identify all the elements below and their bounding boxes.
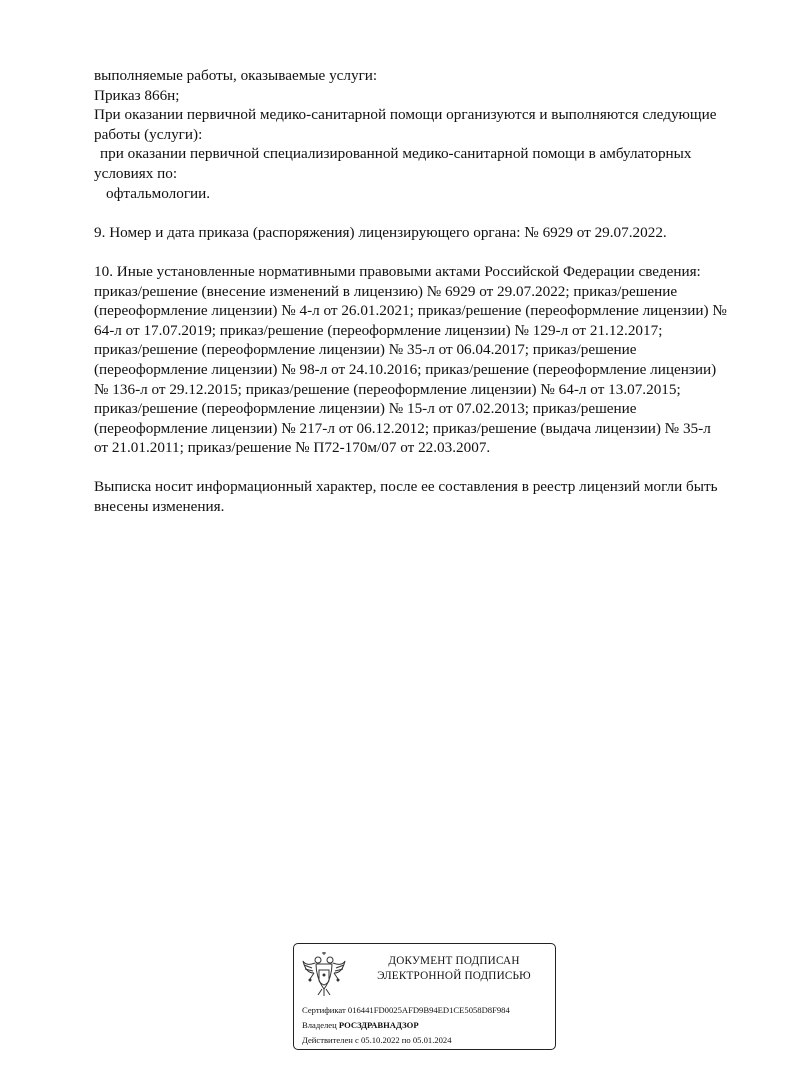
paragraph-gap <box>94 203 756 223</box>
body-line: (переоформление лицензии) № 4-л от 26.01.2021; приказ/решение (переоформление лицензии) № <box>94 302 727 320</box>
body-line: при оказании первичной специализированной медико-санитарной помощи в амбулаторных <box>100 145 692 163</box>
disclaimer-line: внесены изменения. <box>94 498 225 516</box>
stamp-title-line: ЭЛЕКТРОННОЙ ПОДПИСЬЮ <box>377 970 531 982</box>
certificate-row <box>302 1003 552 1018</box>
owner-value: РОСЗДРАВНАДЗОР <box>338 1020 419 1030</box>
section-10-heading: 10. Иные установленные нормативными правовыми актами Российской Федерации сведения: <box>94 262 701 280</box>
certificate-label: Сертификат <box>302 1005 346 1015</box>
section-9-line: 9. Номер и дата приказа (распоряжения) лицензирующего органа: № 6929 от 29.07.2022. <box>94 223 667 241</box>
electronic-signature-stamp <box>293 943 556 1050</box>
disclaimer-line: Выписка носит информационный характер, после ее составления в реестр лицензий могли быть <box>94 478 718 496</box>
body-line: приказ/решение (переоформление лицензии) № 35-л от 06.04.2017; приказ/решение <box>94 341 637 359</box>
paragraph-gap <box>94 458 756 478</box>
body-line: работы (услуги): <box>94 125 203 143</box>
document-body <box>94 66 756 517</box>
certificate-value: 016441FD0025AFD9B94ED1CE5058D8F984 <box>347 1005 510 1015</box>
body-line: (переоформление лицензии) № 217-л от 06.12.2012; приказ/решение (выдача лицензии) № 35-л <box>94 419 711 437</box>
coat-of-arms-icon <box>302 951 346 999</box>
stamp-details <box>302 1003 552 1048</box>
body-line: от 21.01.2011; приказ/решение № П72-170м/07 от 22.03.2007. <box>94 439 491 457</box>
body-line: приказ/решение (переоформление лицензии) № 15-л от 07.02.2013; приказ/решение <box>94 400 637 418</box>
stamp-title <box>364 954 544 984</box>
stamp-title-line: ДОКУМЕНТ ПОДПИСАН <box>388 955 520 967</box>
owner-label: Владелец <box>302 1020 337 1030</box>
body-line: При оказании первичной медико-санитарной помощи организуются и выполняются следующие <box>94 106 717 124</box>
body-line: 64-л от 17.07.2019; приказ/решение (переоформление лицензии) № 129-л от 21.12.2017; <box>94 321 663 339</box>
body-line: № 136-л от 29.12.2015; приказ/решение (переоформление лицензии) № 64-л от 13.07.2015; <box>94 380 681 398</box>
validity-row: Действителен с 05.10.2022 по 05.01.2024 <box>302 1035 452 1045</box>
body-line: Приказ 866н; <box>94 86 180 104</box>
body-line: условиях по: <box>94 164 178 182</box>
body-line: (переоформление лицензии) № 98-л от 24.10.2016; приказ/решение (переоформление лицензии) <box>94 360 717 378</box>
body-line: офтальмологии. <box>106 184 211 202</box>
paragraph-gap <box>94 242 756 262</box>
owner-row <box>302 1018 552 1033</box>
body-line: выполняемые работы, оказываемые услуги: <box>94 67 378 84</box>
body-line: приказ/решение (внесение изменений в лицензию) № 6929 от 29.07.2022; приказ/решение <box>94 282 678 300</box>
